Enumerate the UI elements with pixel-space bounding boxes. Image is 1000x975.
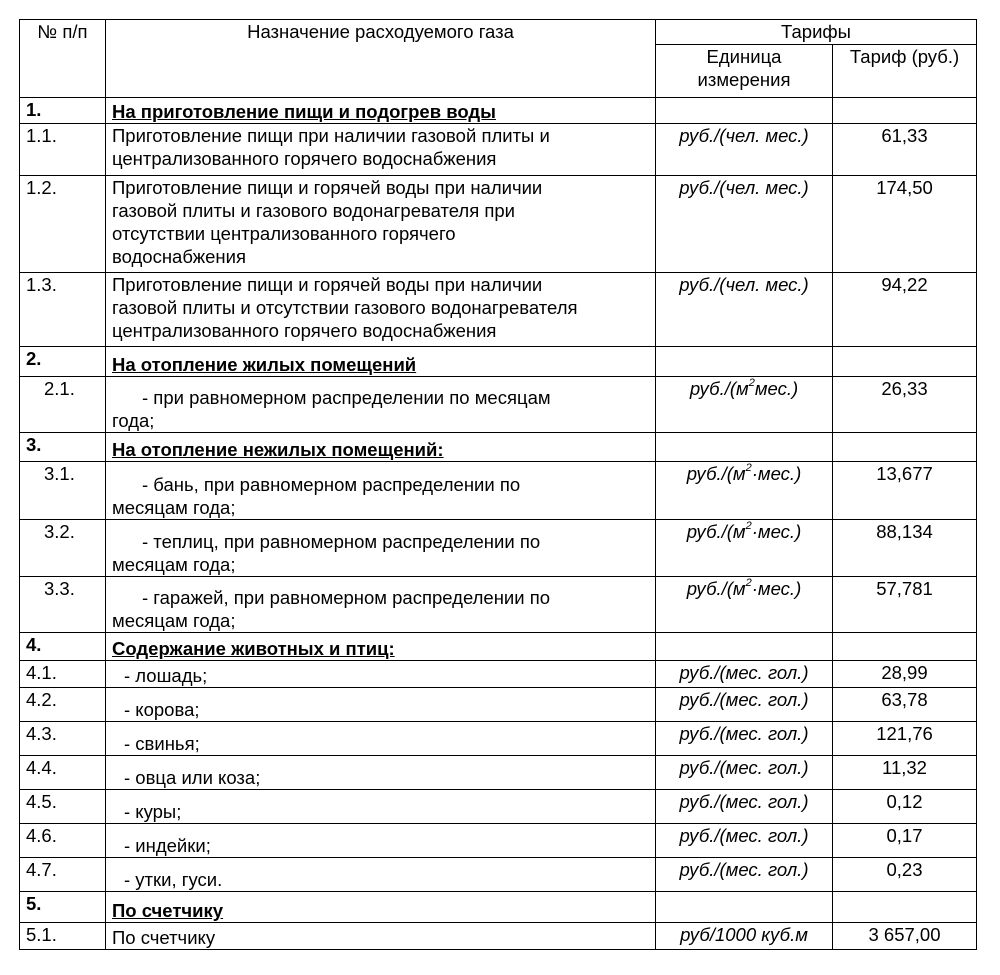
- purpose-line: - овца или коза;: [124, 767, 261, 788]
- purpose-line: - гаражей, при равномерном распределении по: [142, 587, 551, 608]
- value-cell: 61,33: [833, 124, 977, 176]
- header-purpose: Назначение расходуемого газа: [106, 20, 656, 98]
- value-cell: 28,99: [833, 661, 977, 688]
- purpose-cell: [106, 124, 656, 176]
- table-row: [20, 824, 977, 858]
- value-cell: [833, 433, 977, 462]
- table-row: [20, 722, 977, 756]
- purpose-line: месяцам года;: [112, 610, 236, 631]
- row-number: 3.: [20, 433, 106, 462]
- purpose-line: централизованного горячего водоснабжения: [112, 148, 497, 169]
- purpose-line: водоснабжения: [112, 246, 246, 267]
- table-row: [20, 462, 977, 520]
- section-title: На приготовление пищи и подогрев воды: [106, 98, 656, 124]
- purpose-line: Приготовление пищи при наличии газовой плиты и: [112, 125, 550, 146]
- unit-cell: руб./(мес. гол.): [656, 756, 833, 790]
- row-number: 5.1.: [20, 923, 106, 950]
- row-number: 4.1.: [20, 661, 106, 688]
- unit-cell: [656, 98, 833, 124]
- purpose-line: - теплиц, при равномерном распределении по: [142, 531, 541, 552]
- purpose-line: месяцам года;: [112, 497, 236, 518]
- purpose-line: года;: [112, 410, 155, 431]
- header-tariffs: Тарифы: [656, 20, 977, 45]
- table-row: [20, 124, 977, 176]
- section-row: [20, 892, 977, 923]
- value-cell: 0,23: [833, 858, 977, 892]
- purpose-cell: [106, 520, 656, 577]
- purpose-line: газовой плиты и отсутствии газового водонагревателя: [112, 297, 578, 318]
- table-row: [20, 923, 977, 950]
- row-number: 4.7.: [20, 858, 106, 892]
- section-title: На отопление нежилых помещений:: [106, 433, 656, 462]
- purpose-cell: [106, 824, 656, 858]
- table-row: [20, 756, 977, 790]
- table-row: [20, 688, 977, 722]
- value-cell: 26,33: [833, 377, 977, 433]
- purpose-line: - при равномерном распределении по месяцам: [142, 387, 551, 408]
- value-cell: 57,781: [833, 577, 977, 633]
- value-cell: 94,22: [833, 273, 977, 347]
- unit-cell: руб./(мес. гол.): [656, 824, 833, 858]
- purpose-line: - утки, гуси.: [124, 869, 223, 890]
- section-row: [20, 633, 977, 661]
- purpose-line: Приготовление пищи и горячей воды при наличии: [112, 274, 543, 295]
- purpose-cell: [106, 790, 656, 824]
- value-cell: 63,78: [833, 688, 977, 722]
- unit-cell: руб./(чел. мес.): [656, 124, 833, 176]
- purpose-line: месяцам года;: [112, 554, 236, 575]
- value-cell: [833, 633, 977, 661]
- purpose-line: - лошадь;: [124, 665, 208, 686]
- unit-cell: руб./(чел. мес.): [656, 176, 833, 273]
- row-number: 1.1.: [20, 124, 106, 176]
- purpose-cell: [106, 858, 656, 892]
- purpose-line: - бань, при равномерном распределении по: [142, 474, 521, 495]
- purpose-cell: [106, 756, 656, 790]
- purpose-line: - куры;: [124, 801, 182, 822]
- value-cell: 0,17: [833, 824, 977, 858]
- unit-cell: $руб./(м^2\cdot мес.)$: [656, 577, 833, 633]
- row-number: 4.6.: [20, 824, 106, 858]
- purpose-cell: [106, 688, 656, 722]
- purpose-cell: [106, 273, 656, 347]
- value-cell: 11,32: [833, 756, 977, 790]
- table-row: [20, 577, 977, 633]
- unit-cell: руб./(мес. гол.): [656, 661, 833, 688]
- header-tariff: Тариф (руб.): [833, 45, 977, 98]
- purpose-cell: [106, 661, 656, 688]
- purpose-cell: [106, 577, 656, 633]
- unit-cell: [656, 633, 833, 661]
- unit-cell: [656, 892, 833, 923]
- table-row: [20, 520, 977, 577]
- value-cell: 121,76: [833, 722, 977, 756]
- purpose-line: отсутствии централизованного горячего: [112, 223, 456, 244]
- value-cell: 0,12: [833, 790, 977, 824]
- purpose-line: централизованного горячего водоснабжения: [112, 320, 497, 341]
- purpose-line: - корова;: [124, 699, 200, 720]
- unit-cell: руб/1000 куб.м: [656, 923, 833, 950]
- table-row: [20, 273, 977, 347]
- unit-cell: [656, 347, 833, 377]
- section-row: [20, 98, 977, 124]
- row-number: 4.2.: [20, 688, 106, 722]
- row-number: 1.: [20, 98, 106, 124]
- purpose-cell: [106, 462, 656, 520]
- row-number: 1.3.: [20, 273, 106, 347]
- purpose-line: - индейки;: [124, 835, 211, 856]
- unit-cell: руб./(мес. гол.): [656, 790, 833, 824]
- section-title: Содержание животных и птиц:: [106, 633, 656, 661]
- row-number: 3.2.: [20, 520, 106, 577]
- row-number: 5.: [20, 892, 106, 923]
- row-number: 4.: [20, 633, 106, 661]
- unit-cell: руб./(мес. гол.): [656, 722, 833, 756]
- purpose-cell: [106, 377, 656, 433]
- row-number: 4.5.: [20, 790, 106, 824]
- section-title: На отопление жилых помещений: [106, 347, 656, 377]
- value-cell: 88,134: [833, 520, 977, 577]
- row-number: 1.2.: [20, 176, 106, 273]
- unit-cell: руб./(мес. гол.): [656, 858, 833, 892]
- table-row: [20, 661, 977, 688]
- unit-cell: руб./(чел. мес.): [656, 273, 833, 347]
- purpose-cell: [106, 176, 656, 273]
- table-row: [20, 858, 977, 892]
- section-title: По счетчику: [106, 892, 656, 923]
- purpose-cell: По счетчику: [106, 923, 656, 950]
- unit-cell: $руб./(м^2\cdot мес.)$: [656, 462, 833, 520]
- value-cell: [833, 892, 977, 923]
- value-cell: 174,50: [833, 176, 977, 273]
- value-cell: [833, 347, 977, 377]
- table-row: [20, 377, 977, 433]
- unit-cell: руб./(мес. гол.): [656, 688, 833, 722]
- unit-cell: $руб./(м^2мес.)$: [656, 377, 833, 433]
- unit-cell: $руб./(м^2\cdot мес.)$: [656, 520, 833, 577]
- purpose-line: - свинья;: [124, 733, 200, 754]
- row-number: 4.3.: [20, 722, 106, 756]
- value-cell: 13,677: [833, 462, 977, 520]
- section-row: [20, 347, 977, 377]
- tariff-table: [19, 19, 977, 950]
- section-row: [20, 433, 977, 462]
- table-row: [20, 790, 977, 824]
- row-number: 2.1.: [20, 377, 106, 433]
- header-unit-line2: измерения: [697, 69, 791, 90]
- value-cell: 3 657,00: [833, 923, 977, 950]
- purpose-line: Приготовление пищи и горячей воды при наличии: [112, 177, 543, 198]
- row-number: 3.1.: [20, 462, 106, 520]
- row-number: 2.: [20, 347, 106, 377]
- header-unit: [656, 45, 833, 98]
- purpose-line: газовой плиты и газового водонагревателя при: [112, 200, 516, 221]
- header-unit-line1: Единица: [706, 46, 782, 67]
- purpose-cell: [106, 722, 656, 756]
- value-cell: [833, 98, 977, 124]
- unit-cell: [656, 433, 833, 462]
- header-number: № п/п: [20, 20, 106, 98]
- row-number: 3.3.: [20, 577, 106, 633]
- table-row: [20, 176, 977, 273]
- row-number: 4.4.: [20, 756, 106, 790]
